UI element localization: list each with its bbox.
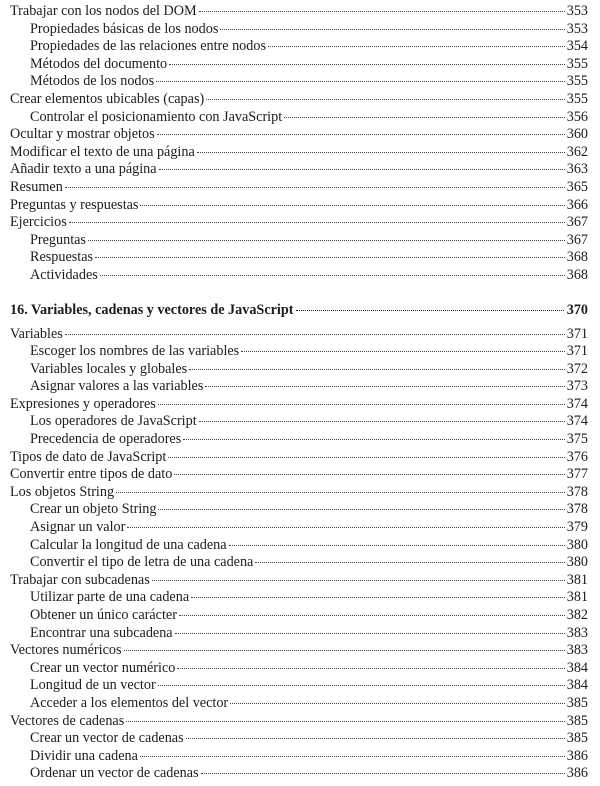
entry-page-number: 386 xyxy=(566,765,588,782)
entry-title: Convertir entre tipos de dato xyxy=(10,466,173,483)
dot-leader xyxy=(175,633,565,634)
entry-page-number: 367 xyxy=(566,231,588,248)
entry-title: Añadir texto a una página xyxy=(10,161,157,178)
entry-page-number: 366 xyxy=(566,196,588,213)
toc-entry xyxy=(10,214,588,232)
entry-page-number: 383 xyxy=(566,624,588,641)
toc-subentry xyxy=(10,748,588,766)
toc-subentry xyxy=(10,378,588,396)
dot-leader xyxy=(206,99,565,100)
dot-leader xyxy=(241,351,565,352)
toc-subentry xyxy=(10,73,588,91)
toc-subentry xyxy=(10,413,588,431)
toc-subentry xyxy=(10,554,588,572)
toc-entry xyxy=(10,449,588,467)
entry-title: Trabajar con los nodos del DOM xyxy=(10,3,197,19)
entry-title: Crear elementos ubicables (capas) xyxy=(10,90,205,107)
toc-entry xyxy=(10,91,588,109)
toc-subentry xyxy=(10,625,588,643)
toc-subentry xyxy=(10,361,588,379)
dot-leader xyxy=(140,205,564,206)
entry-page-number: 383 xyxy=(566,642,588,659)
entry-title: Asignar valores a las variables xyxy=(30,378,204,395)
entry-page-number: 355 xyxy=(566,73,588,90)
entry-page-number: 353 xyxy=(566,20,588,37)
toc-subentry xyxy=(10,109,588,127)
toc-entry xyxy=(10,572,588,590)
entry-title: Modificar el texto de una página xyxy=(10,143,195,160)
entry-title: Crear un vector de cadenas xyxy=(30,730,184,747)
dot-leader xyxy=(255,562,564,563)
dot-leader xyxy=(127,527,564,528)
dot-leader xyxy=(169,64,565,65)
entry-page-number: 354 xyxy=(566,38,588,55)
entry-page-number: 382 xyxy=(566,607,588,623)
toc-subentry xyxy=(10,343,588,361)
dot-leader xyxy=(159,169,565,170)
dot-leader xyxy=(174,474,564,475)
toc-section-b xyxy=(10,326,588,783)
dot-leader xyxy=(199,421,565,422)
toc-entry xyxy=(10,3,588,21)
toc-subentry xyxy=(10,607,588,625)
entry-title: Asignar un valor xyxy=(30,519,126,536)
dot-leader xyxy=(158,509,564,510)
entry-title: Precedencia de operadores xyxy=(30,431,182,448)
entry-title: Preguntas y respuestas xyxy=(10,196,139,213)
toc-subentry xyxy=(10,249,588,267)
dot-leader xyxy=(230,703,565,704)
toc-subentry xyxy=(10,232,588,250)
entry-page-number: 375 xyxy=(566,431,588,448)
entry-page-number: 368 xyxy=(566,266,588,283)
entry-page-number: 378 xyxy=(566,501,588,518)
dot-leader xyxy=(158,685,565,686)
entry-title: Métodos de los nodos xyxy=(30,73,155,90)
dot-leader xyxy=(157,134,565,135)
toc-subentry xyxy=(10,537,588,555)
entry-title: Utilizar parte de una cadena xyxy=(30,589,190,606)
entry-page-number: 368 xyxy=(566,249,588,266)
dot-leader xyxy=(65,187,565,188)
entry-title: Longitud de un vector xyxy=(30,677,156,694)
toc-entry xyxy=(10,326,588,344)
entry-title: Trabajar con subcadenas xyxy=(10,571,150,588)
dot-leader xyxy=(189,369,565,370)
entry-title: Propiedades de las relaciones entre nodos xyxy=(30,38,266,55)
entry-page-number: 353 xyxy=(566,3,588,19)
dot-leader xyxy=(179,615,565,616)
entry-title: Resumen xyxy=(10,178,63,195)
entry-title: Los objetos String xyxy=(10,483,115,500)
dot-leader xyxy=(199,11,565,12)
entry-page-number: 380 xyxy=(566,554,588,571)
dot-leader xyxy=(100,275,565,276)
entry-page-number: 378 xyxy=(566,483,588,500)
entry-title: Propiedades básicas de los nodos xyxy=(30,20,219,37)
entry-title: Variables locales y globales xyxy=(30,360,188,377)
dot-leader xyxy=(205,386,564,387)
toc-entry xyxy=(10,484,588,502)
entry-title: Expresiones y operadores xyxy=(10,395,156,412)
entry-page-number: 377 xyxy=(566,466,588,483)
dot-leader xyxy=(177,668,564,669)
toc-entry xyxy=(10,179,588,197)
toc-entry xyxy=(10,197,588,215)
toc-subentry xyxy=(10,21,588,39)
entry-title: Crear un objeto String xyxy=(30,501,157,518)
toc-subentry xyxy=(10,56,588,74)
entry-title: Convertir el tipo de letra de una cadena xyxy=(30,554,254,571)
chapter-heading xyxy=(10,301,588,319)
entry-page-number: 355 xyxy=(566,90,588,107)
dot-leader xyxy=(229,545,565,546)
entry-page-number: 379 xyxy=(566,519,588,536)
toc-subentry xyxy=(10,660,588,678)
entry-title: Crear un vector numérico xyxy=(30,659,176,676)
entry-page-number: 374 xyxy=(566,395,588,412)
dot-leader xyxy=(158,404,565,405)
dot-leader xyxy=(296,310,563,311)
entry-title: Variables xyxy=(10,325,63,342)
toc-subentry xyxy=(10,677,588,695)
chapter-title: 16. Variables, cadenas y vectores de JavaScript xyxy=(10,301,294,318)
dot-leader xyxy=(220,29,564,30)
entry-title: Acceder a los elementos del vector xyxy=(30,694,229,711)
entry-page-number: 355 xyxy=(566,55,588,72)
dot-leader xyxy=(197,152,565,153)
entry-title: Vectores numéricos xyxy=(10,642,122,659)
entry-page-number: 356 xyxy=(566,108,588,125)
entry-page-number: 371 xyxy=(566,343,588,360)
toc-entry xyxy=(10,126,588,144)
dot-leader xyxy=(201,773,565,774)
entry-page-number: 367 xyxy=(566,214,588,231)
dot-leader xyxy=(126,721,564,722)
entry-title: Dividir una cadena xyxy=(30,747,138,764)
entry-page-number: 371 xyxy=(566,325,588,342)
entry-page-number: 381 xyxy=(566,589,588,606)
entry-title: Métodos del documento xyxy=(30,55,168,72)
table-of-contents xyxy=(10,3,588,783)
entry-page-number: 372 xyxy=(566,360,588,377)
entry-title: Los operadores de JavaScript xyxy=(30,413,197,430)
toc-subentry xyxy=(10,267,588,285)
entry-page-number: 365 xyxy=(566,178,588,195)
entry-page-number: 374 xyxy=(566,413,588,430)
toc-subentry xyxy=(10,501,588,519)
toc-section-a xyxy=(10,3,588,285)
entry-title: Respuestas xyxy=(30,249,94,266)
toc-entry xyxy=(10,466,588,484)
dot-leader xyxy=(69,222,565,223)
toc-entry xyxy=(10,144,588,162)
dot-leader xyxy=(152,580,565,581)
entry-page-number: 385 xyxy=(566,730,588,747)
dot-leader xyxy=(156,81,565,82)
entry-title: Ocultar y mostrar objetos xyxy=(10,126,155,143)
entry-title: Controlar el posicionamiento con JavaScript xyxy=(30,108,283,125)
dot-leader xyxy=(95,257,565,258)
dot-leader xyxy=(284,117,565,118)
entry-page-number: 373 xyxy=(566,378,588,395)
entry-title: Vectores de cadenas xyxy=(10,712,125,729)
dot-leader xyxy=(168,457,564,458)
toc-subentry xyxy=(10,589,588,607)
dot-leader xyxy=(116,492,565,493)
entry-page-number: 360 xyxy=(566,126,588,143)
entry-page-number: 380 xyxy=(566,536,588,553)
dot-leader xyxy=(124,650,565,651)
dot-leader xyxy=(191,597,565,598)
toc-entry xyxy=(10,642,588,660)
chapter-page-number: 370 xyxy=(566,301,588,318)
entry-title: Obtener un único carácter xyxy=(30,607,177,623)
toc-subentry xyxy=(10,38,588,56)
entry-page-number: 384 xyxy=(566,677,588,694)
dot-leader xyxy=(268,46,565,47)
entry-title: Preguntas xyxy=(30,231,86,248)
entry-page-number: 384 xyxy=(566,659,588,676)
dot-leader xyxy=(186,738,565,739)
entry-title: Actividades xyxy=(30,266,98,283)
entry-page-number: 385 xyxy=(566,712,588,729)
entry-title: Tipos de dato de JavaScript xyxy=(10,448,167,465)
entry-title: Escoger los nombres de las variables xyxy=(30,343,240,360)
entry-page-number: 376 xyxy=(566,448,588,465)
toc-subentry xyxy=(10,765,588,783)
toc-entry xyxy=(10,396,588,414)
dot-leader xyxy=(88,240,565,241)
entry-title: Calcular la longitud de una cadena xyxy=(30,536,227,553)
toc-entry xyxy=(10,161,588,179)
toc-subentry xyxy=(10,519,588,537)
entry-page-number: 385 xyxy=(566,694,588,711)
dot-leader xyxy=(65,334,565,335)
toc-entry xyxy=(10,713,588,731)
entry-page-number: 363 xyxy=(566,161,588,178)
entry-title: Encontrar una subcadena xyxy=(30,624,173,641)
entry-title: Ordenar un vector de cadenas xyxy=(30,765,199,782)
entry-page-number: 381 xyxy=(566,571,588,588)
toc-subentry xyxy=(10,695,588,713)
entry-page-number: 362 xyxy=(566,143,588,160)
dot-leader xyxy=(140,756,565,757)
entry-page-number: 386 xyxy=(566,747,588,764)
entry-title: Ejercicios xyxy=(10,214,67,231)
toc-subentry xyxy=(10,730,588,748)
dot-leader xyxy=(183,439,564,440)
toc-subentry xyxy=(10,431,588,449)
